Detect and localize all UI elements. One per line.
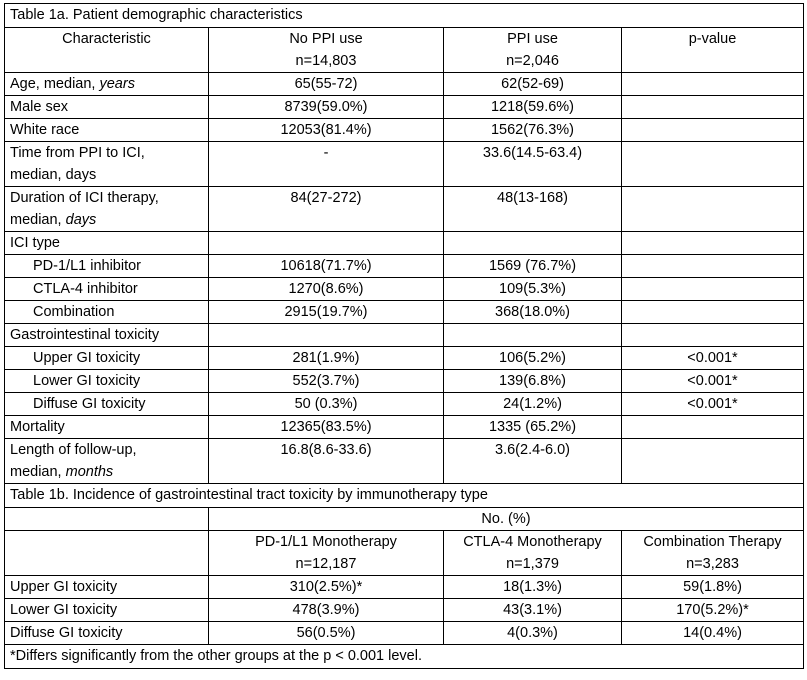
- cell-pvalue: [622, 96, 804, 119]
- document-tables: [4, 3, 804, 669]
- table-row: [5, 439, 804, 484]
- table-row: [5, 142, 804, 187]
- cell-pvalue: [622, 187, 804, 232]
- cell-ppi: 33.6(14.5-63.4): [444, 142, 622, 187]
- cell-ctla4: 18(1.3%): [444, 576, 622, 599]
- header-no-ppi-n: n=14,803: [295, 53, 357, 69]
- cell-no-ppi: 8739(59.0%): [209, 96, 444, 119]
- footnote: *Differs significantly from the other groups at the p < 0.001 level.: [5, 645, 804, 669]
- header-ppi-label: PPI use: [507, 31, 558, 47]
- header-characteristic: Characteristic: [5, 28, 209, 73]
- cell-pvalue: [622, 301, 804, 324]
- row-label-lower-gi: Lower GI toxicity: [5, 370, 209, 393]
- cell-pvalue: [622, 255, 804, 278]
- table-1b-title: Table 1b. Incidence of gastrointestinal tract toxicity by immunotherapy type: [5, 484, 804, 508]
- cell-no-ppi: 84(27-272): [209, 187, 444, 232]
- row-label-gi-toxicity: Gastrointestinal toxicity: [5, 324, 209, 347]
- cell-pvalue: [622, 278, 804, 301]
- row-label-duration: Duration of ICI therapy, median, days: [5, 187, 209, 232]
- row-label-diffuse-gi: Diffuse GI toxicity: [5, 622, 209, 645]
- row-label-upper-gi: Upper GI toxicity: [5, 347, 209, 370]
- row-label-combination: Combination: [5, 301, 209, 324]
- row-label-upper-gi: Upper GI toxicity: [5, 576, 209, 599]
- table-row: [5, 324, 804, 347]
- cell-combo: 59(1.8%): [622, 576, 804, 599]
- cell-no-ppi: 2915(19.7%): [209, 301, 444, 324]
- table-row: [5, 187, 804, 232]
- table-row: [5, 301, 804, 324]
- cell-ppi: 368(18.0%): [444, 301, 622, 324]
- cell-pvalue: [622, 73, 804, 96]
- table-1a-title: Table 1a. Patient demographic characteristics: [5, 4, 804, 28]
- cell-combo: 14(0.4%): [622, 622, 804, 645]
- cell-ppi: 62(52-69): [444, 73, 622, 96]
- cell-no-ppi: 10618(71.7%): [209, 255, 444, 278]
- cell-ppi: 1218(59.6%): [444, 96, 622, 119]
- header-ppi-n: n=2,046: [506, 53, 559, 69]
- table-row: [5, 599, 804, 622]
- table-row: [5, 119, 804, 142]
- row-label-ctla4: CTLA-4 inhibitor: [5, 278, 209, 301]
- table-row: [5, 73, 804, 96]
- cell-no-ppi: 65(55-72): [209, 73, 444, 96]
- table-row: [5, 96, 804, 119]
- cell-ppi: 1335 (65.2%): [444, 416, 622, 439]
- row-label-time-ppi: Time from PPI to ICI, median, days: [5, 142, 209, 187]
- cell-ppi: 139(6.8%): [444, 370, 622, 393]
- cell-pvalue: [622, 416, 804, 439]
- cell-pvalue: <0.001*: [622, 347, 804, 370]
- cell-no-ppi: 50 (0.3%): [209, 393, 444, 416]
- cell-ppi: 48(13-168): [444, 187, 622, 232]
- cell-pvalue: <0.001*: [622, 370, 804, 393]
- cell-no-ppi: 12365(83.5%): [209, 416, 444, 439]
- header-ppi: [444, 28, 622, 73]
- row-label-diffuse-gi: Diffuse GI toxicity: [5, 393, 209, 416]
- cell-pd1: 478(3.9%): [209, 599, 444, 622]
- cell-no-ppi: 552(3.7%): [209, 370, 444, 393]
- header-no-ppi-label: No PPI use: [289, 31, 363, 47]
- cell-pd1: 310(2.5%)*: [209, 576, 444, 599]
- cell-pvalue: [622, 439, 804, 484]
- table-row: [5, 576, 804, 599]
- cell-pvalue: [622, 142, 804, 187]
- cell-ppi: 1569 (76.7%): [444, 255, 622, 278]
- row-label-followup: Length of follow-up, median, months: [5, 439, 209, 484]
- table-row: [5, 255, 804, 278]
- table-row: [5, 393, 804, 416]
- cell-no-ppi: -: [209, 142, 444, 187]
- table-row: [5, 278, 804, 301]
- row-label-age: Age, median, years: [5, 73, 209, 96]
- table-row: [5, 370, 804, 393]
- header-no-ppi: [209, 28, 444, 73]
- row-label-lower-gi: Lower GI toxicity: [5, 599, 209, 622]
- header-pvalue: p-value: [622, 28, 804, 73]
- header-combination-therapy: Combination Therapy n=3,283: [622, 531, 804, 576]
- cell-ctla4: 43(3.1%): [444, 599, 622, 622]
- cell-ppi: 109(5.3%): [444, 278, 622, 301]
- cell-pvalue: <0.001*: [622, 393, 804, 416]
- cell-ctla4: 4(0.3%): [444, 622, 622, 645]
- table-1: [4, 3, 804, 669]
- row-label-white: White race: [5, 119, 209, 142]
- cell-ppi: 24(1.2%): [444, 393, 622, 416]
- row-label-ici-type: ICI type: [5, 232, 209, 255]
- cell-pd1: 56(0.5%): [209, 622, 444, 645]
- cell-pvalue: [622, 119, 804, 142]
- table-row: [5, 416, 804, 439]
- header-pd1-mono: PD-1/L1 Monotherapy n=12,187: [209, 531, 444, 576]
- table-row: [5, 347, 804, 370]
- header-no-pct: No. (%): [209, 508, 804, 531]
- cell-no-ppi: 281(1.9%): [209, 347, 444, 370]
- table-row: [5, 232, 804, 255]
- cell-ppi: 3.6(2.4-6.0): [444, 439, 622, 484]
- cell-no-ppi: 12053(81.4%): [209, 119, 444, 142]
- row-label-male: Male sex: [5, 96, 209, 119]
- cell-ppi: 106(5.2%): [444, 347, 622, 370]
- header-ctla4-mono: CTLA-4 Monotherapy n=1,379: [444, 531, 622, 576]
- cell-no-ppi: 1270(8.6%): [209, 278, 444, 301]
- row-label-pd1: PD-1/L1 inhibitor: [5, 255, 209, 278]
- cell-combo: 170(5.2%)*: [622, 599, 804, 622]
- cell-ppi: 1562(76.3%): [444, 119, 622, 142]
- row-label-mortality: Mortality: [5, 416, 209, 439]
- cell-no-ppi: 16.8(8.6-33.6): [209, 439, 444, 484]
- table-row: [5, 622, 804, 645]
